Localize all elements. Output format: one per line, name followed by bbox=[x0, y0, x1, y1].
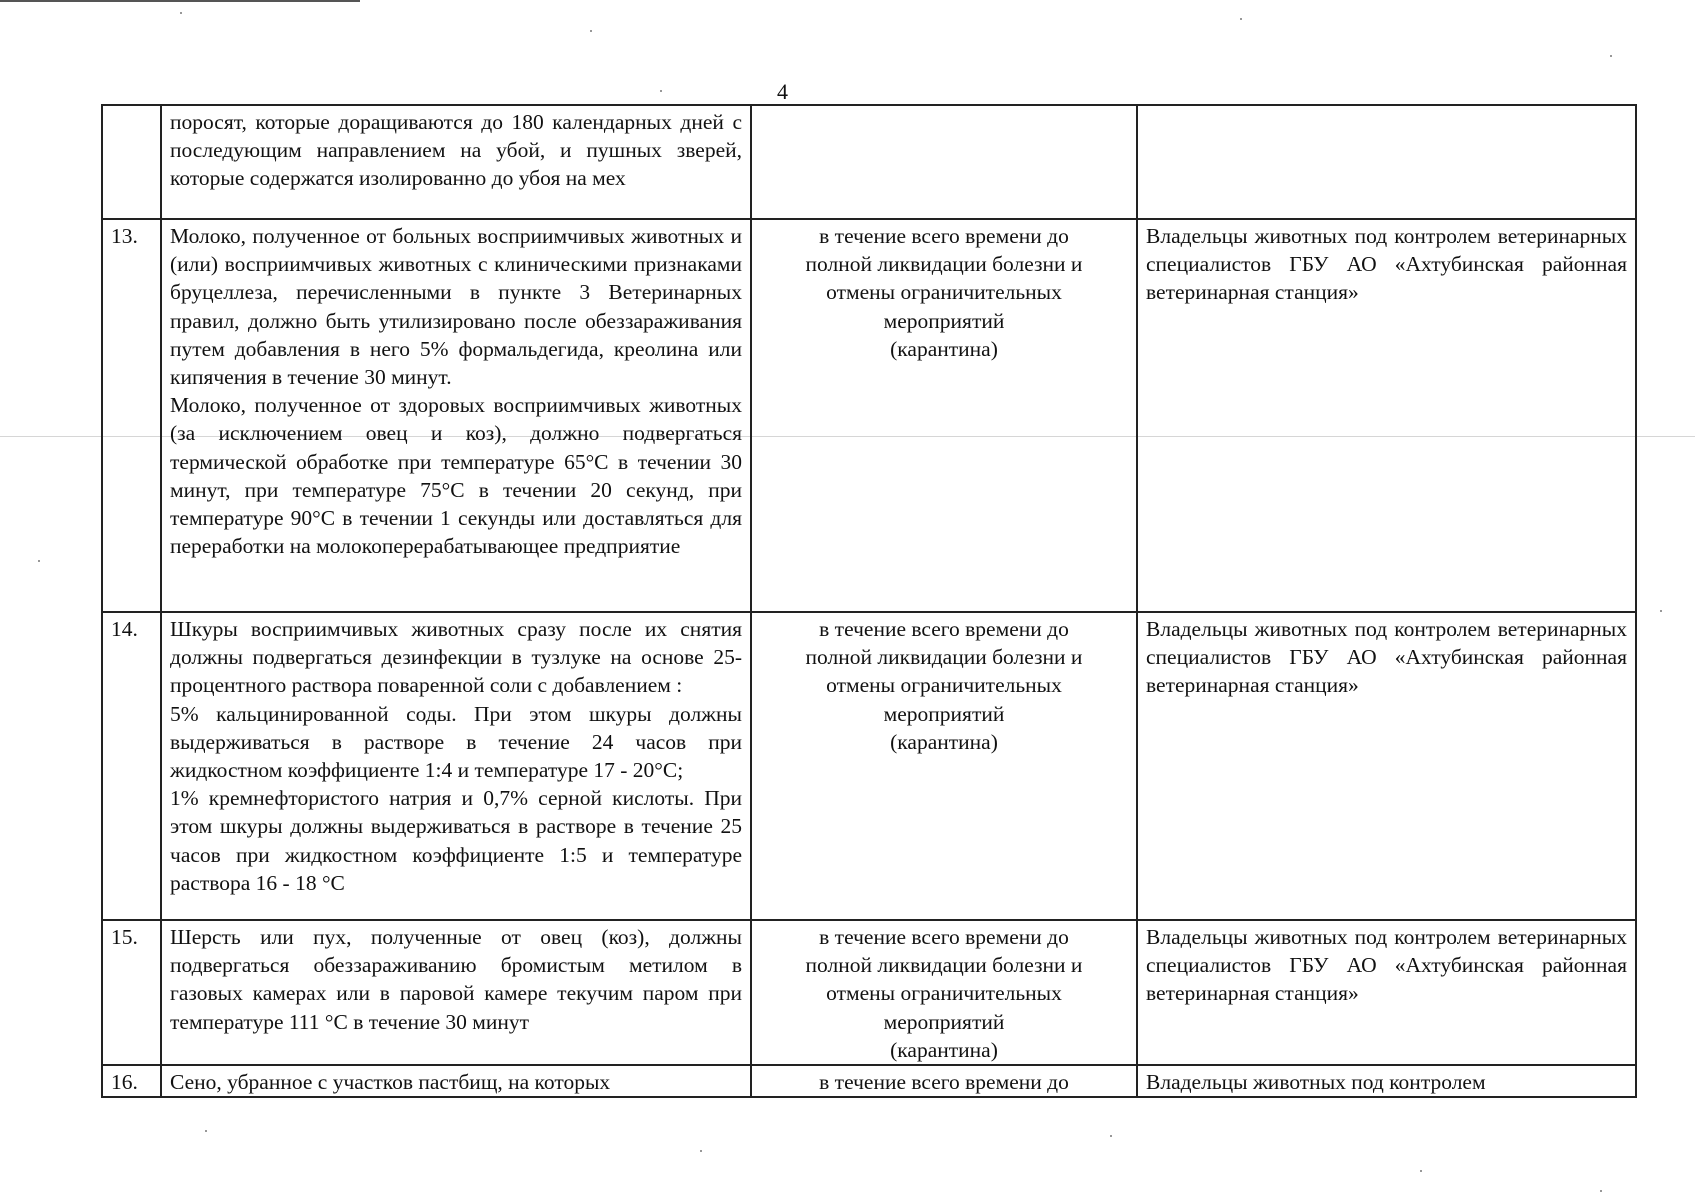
description-cell bbox=[161, 1065, 751, 1097]
term-cell bbox=[751, 105, 1137, 219]
responsible-cell: Владельцы животных под контролем ветеринарных специалистов ГБУ АО «Ахтубинская районная ветеринарная станция» bbox=[1137, 920, 1636, 1065]
scan-speck bbox=[1610, 55, 1612, 57]
term-line: полной ликвидации болезни и bbox=[805, 953, 1083, 978]
term-line: (карантина) bbox=[890, 1037, 998, 1062]
table-row bbox=[102, 105, 1636, 219]
description-cell bbox=[161, 920, 751, 1065]
description-cell bbox=[161, 612, 751, 920]
term-cell bbox=[751, 920, 1137, 1065]
term-line: мероприятий bbox=[883, 701, 1005, 726]
scan-edge-line bbox=[0, 0, 360, 2]
term-line: (карантина) bbox=[890, 336, 998, 361]
description-cell bbox=[161, 105, 751, 219]
responsible-cell bbox=[1137, 105, 1636, 219]
row-number-cell: 13. bbox=[102, 219, 161, 612]
scan-speck bbox=[590, 30, 592, 32]
term-line: в течение всего времени до bbox=[819, 925, 1069, 949]
page-number: 4 bbox=[777, 79, 788, 104]
row-number-cell bbox=[102, 105, 161, 219]
scan-speck bbox=[1600, 1190, 1602, 1192]
term-line: (карантина) bbox=[890, 729, 998, 754]
term-cell bbox=[751, 219, 1137, 612]
row-number-cell: 15. bbox=[102, 920, 161, 1065]
description-paragraph: 1% кремнефтористого натрия и 0,7% серной кислоты. При этом шкуры должны выдерживаться в растворе в течение 25 часов при жидкостном коэффициенте 1:5 и температуре раствора 16 - 18 °С bbox=[170, 786, 742, 895]
description-paragraph: поросят, которые доращиваются до 180 календарных дней с последующим направлением на убой, и пушных зверей, которые содержатся изолированно до убоя на мех bbox=[170, 110, 742, 191]
description-paragraph: Сено, убранное с участков пастбищ, на которых bbox=[170, 1070, 611, 1095]
term-cell bbox=[751, 612, 1137, 920]
table-row bbox=[102, 920, 1636, 1065]
term-line: в течение всего времени до bbox=[819, 617, 1069, 641]
description-paragraph: Шерсть или пух, полученные от овец (коз), должны подвергаться обеззараживанию бромистым метилом в газовых камерах или в паровой камере текучим паром при температуре 111 °С в течение 30 минут bbox=[170, 925, 742, 1034]
description-paragraph: Молоко, полученное от здоровых восприимчивых животных (за исключением овец и коз), должно подвергаться термической обработке при температуре 65°С в течении 30 минут, при температуре 75°С в течении 20 секунд, при температуре 90°С в течении 1 секунды или доставляться для переработки на молокоперерабатывающее предприятие bbox=[170, 393, 742, 559]
table-row bbox=[102, 612, 1636, 920]
table-row bbox=[102, 219, 1636, 612]
scan-speck bbox=[1110, 1135, 1112, 1137]
row-number-cell: 16. bbox=[102, 1065, 161, 1097]
term-line: отмены ограничительных bbox=[826, 981, 1062, 1006]
term-line: в течение всего времени до bbox=[819, 224, 1069, 248]
scan-speck bbox=[700, 1150, 702, 1152]
description-paragraph: 5% кальцинированной соды. При этом шкуры должны выдерживаться в растворе в течение 24 часов при жидкостном коэффициенте 1:4 и температуре 17 - 20°С; bbox=[170, 701, 742, 783]
responsible-cell: Владельцы животных под контролем bbox=[1137, 1065, 1636, 1097]
scan-speck bbox=[1420, 1170, 1422, 1172]
description-paragraph: Молоко, полученное от больных восприимчивых животных и (или) восприимчивых животных с клиническими признаками бруцеллеза, перечисленными в пункте 3 Ветеринарных правил, должно быть утилизировано после обеззараживания путем добавления в него 5% формальдегида, креолина или кипячения в течение 30 минут. bbox=[170, 224, 742, 390]
term-line: полной ликвидации болезни и bbox=[805, 252, 1083, 277]
description-paragraph: Шкуры восприимчивых животных сразу после их снятия должны подвергаться дезинфекции в тузлуке на основе 25-процентного раствора поваренной соли с добавлением : bbox=[170, 617, 742, 698]
responsible-cell: Владельцы животных под контролем ветеринарных специалистов ГБУ АО «Ахтубинская районная ветеринарная станция» bbox=[1137, 219, 1636, 612]
description-cell bbox=[161, 219, 751, 612]
scan-speck bbox=[205, 1130, 207, 1132]
term-line: мероприятий bbox=[883, 1009, 1005, 1034]
responsible-cell: Владельцы животных под контролем ветеринарных специалистов ГБУ АО «Ахтубинская районная ветеринарная станция» bbox=[1137, 612, 1636, 920]
scan-speck bbox=[660, 90, 662, 92]
scan-speck bbox=[1660, 610, 1662, 612]
row-number-cell: 14. bbox=[102, 612, 161, 920]
scan-speck bbox=[180, 12, 182, 14]
term-line: мероприятий bbox=[883, 308, 1005, 333]
scan-speck bbox=[1240, 18, 1242, 20]
term-cell bbox=[751, 1065, 1137, 1097]
term-line: в течение всего времени до bbox=[819, 1070, 1069, 1095]
term-line: отмены ограничительных bbox=[826, 280, 1062, 305]
scan-speck bbox=[38, 560, 40, 562]
measures-table bbox=[101, 104, 1637, 1098]
term-line: отмены ограничительных bbox=[826, 673, 1062, 698]
table-row bbox=[102, 1065, 1636, 1097]
term-line: полной ликвидации болезни и bbox=[805, 645, 1083, 670]
